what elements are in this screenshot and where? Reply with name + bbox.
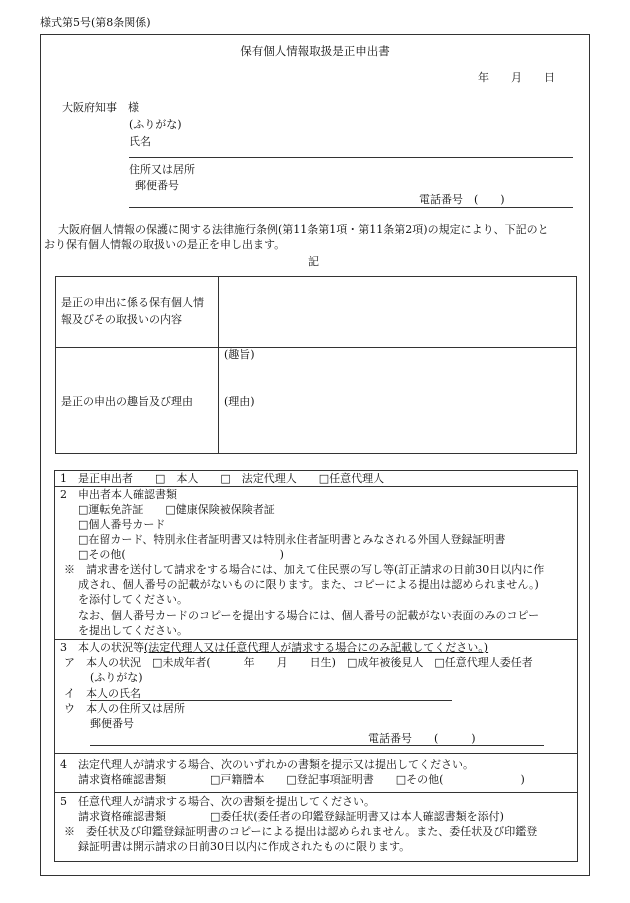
sec2-line1: □運転免許証 □健康保険被保険者証	[78, 503, 275, 516]
sec3-postal: 郵便番号	[90, 717, 134, 730]
ki-label: 記	[308, 255, 319, 268]
applicant-address-label: 住所又は居所	[129, 163, 195, 176]
sec4-line2: 請求資格確認書類 □戸籍謄本 □登記事項証明書 □その他( )	[78, 773, 525, 786]
addressee: 大阪府知事 様	[62, 101, 139, 114]
sec3-i-line	[64, 687, 141, 701]
row2-label: 是正の申出の趣旨及び理由	[61, 395, 193, 408]
sec5-note1: ※ 委任状及び印鑑登録証明書のコピーによる提出は認められません。また、委任状及び印鑑登	[64, 825, 538, 838]
sec1-applicant-type: 1 是正申出者 □ 本人 □ 法定代理人 □任意代理人	[60, 472, 385, 485]
sec4-line1: 4 法定代理人が請求する場合、次のいずれかの書類を提示又は提出してください。	[60, 758, 474, 771]
row1-label-2: 報及びその取扱いの内容	[61, 313, 182, 326]
sec3-address-underline	[90, 745, 544, 746]
sec2-line3: □在留カード、特別永住者証明書又は特別永住者証明書とみなされる外国人登録証明書	[78, 533, 506, 546]
intro-line-2: おり保有個人情報の取扱いの是正を申し出ます。	[44, 238, 286, 251]
name-underline	[129, 157, 573, 158]
sec2-separator	[54, 639, 578, 640]
sec3-heading	[60, 641, 488, 655]
sec4-separator	[54, 792, 578, 793]
shushi-label: (趣旨)	[224, 348, 255, 361]
riyu-label: (理由)	[224, 395, 255, 408]
sec2-line4: □その他( )	[78, 548, 284, 561]
sec3-heading-note: (法定代理人又は任意代理人が請求する場合にのみ記載してください。)	[144, 641, 489, 654]
form-number: 様式第5号(第8条関係)	[40, 16, 151, 29]
applicant-postal-label: 郵便番号	[135, 179, 179, 192]
sec3-u-line: ウ 本人の住所又は居所	[64, 702, 185, 715]
sec2-note4: なお、個人番号カードのコピーを提出する場合には、個人番号の記載がない表面のみのコピー	[78, 609, 540, 622]
intro-line-1: 大阪府個人情報の保護に関する法律施行条例(第11条第1項・第11条第2項)の規定により、下記のと	[58, 223, 549, 236]
sec3-a-furigana: (ふりがな)	[90, 671, 143, 684]
applicant-phone-label: 電話番号 ( )	[419, 193, 505, 206]
date-line: 年 月 日	[478, 71, 555, 84]
applicant-name-label: 氏名	[129, 135, 151, 148]
sec3-heading-label: 3 本人の状況等	[60, 641, 144, 654]
form-title: 保有個人情報取扱是正申出書	[240, 44, 390, 58]
address-underline	[129, 207, 573, 208]
sec3-phone: 電話番号 ( )	[368, 732, 476, 745]
sec2-line2: □個人番号カード	[78, 518, 166, 531]
sec3-i-prefix: イ	[64, 687, 86, 700]
sec3-i-label: 本人の氏名	[86, 687, 141, 700]
sec2-note5: を提出してください。	[78, 624, 188, 637]
applicant-furigana: (ふりがな)	[129, 118, 182, 131]
sec5-note2: 録証明書は開示請求の日前30日以内に作成されたものに限ります。	[78, 840, 411, 853]
sec5-line1: 5 任意代理人が請求する場合、次の書類を提出してください。	[60, 795, 375, 808]
sec2-heading: 2 申出者本人確認書類	[60, 488, 177, 501]
sec3-a-line: ア 本人の状況 □未成年者( 年 月 日生) □成年被後見人 □任意代理人委任者	[64, 656, 533, 669]
table-divider-horizontal	[55, 347, 577, 348]
sec5-line2: 請求資格確認書類 □委任状(委任者の印鑑登録証明書又は本人確認書類を添付)	[78, 810, 504, 823]
table-divider-vertical	[218, 276, 219, 454]
sec2-note3: を添付してください。	[78, 593, 188, 606]
sec2-note1: ※ 請求書を送付して請求をする場合には、加えて住民票の写し等(訂正請求の日前30日以内に作	[64, 563, 545, 576]
sec1-separator	[54, 486, 578, 487]
sec3-name-underline	[90, 700, 452, 701]
sec3-separator	[54, 753, 578, 754]
row1-label-1: 是正の申出に係る保有個人情	[61, 296, 204, 309]
sec2-note2: 成され、個人番号の記載がないものに限ります。また、コピーによる提出は認められません。)	[78, 578, 539, 591]
